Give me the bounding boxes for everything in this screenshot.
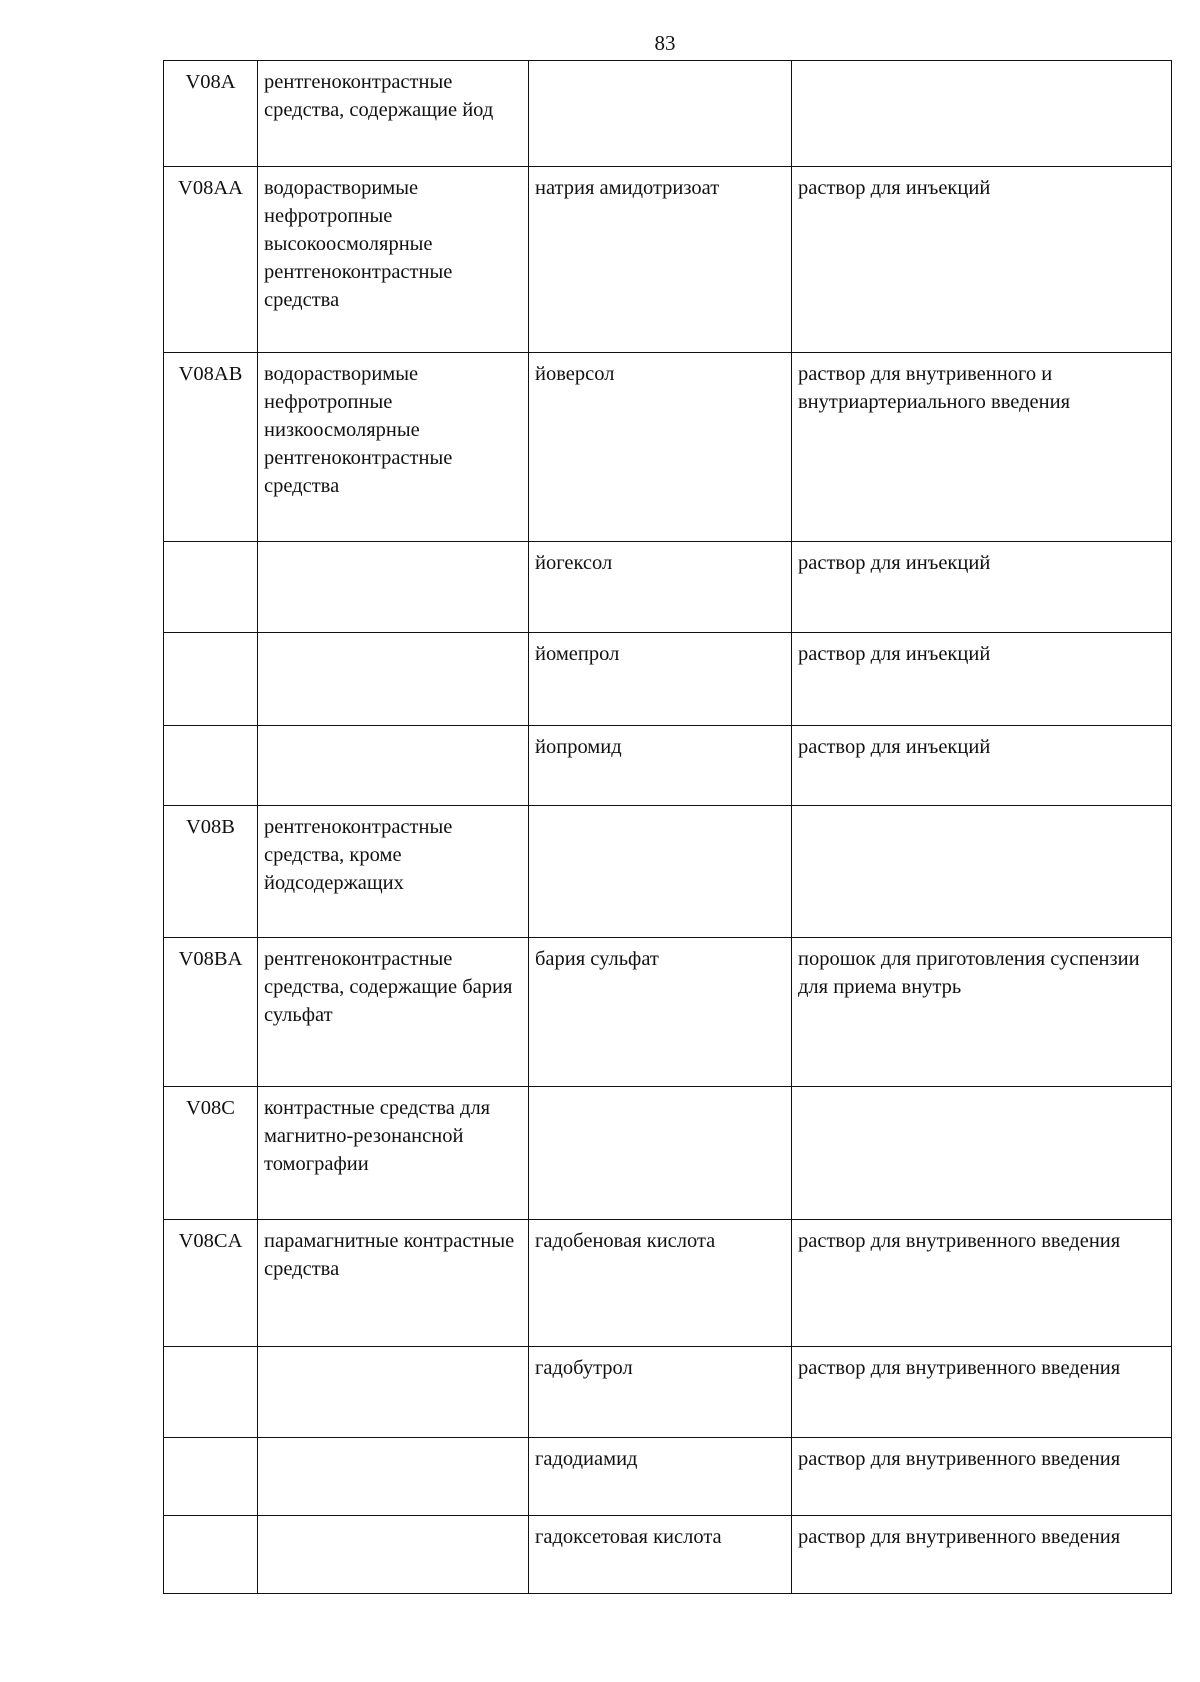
dosage-form [792,1087,1172,1220]
dosage-form: порошок для приготовления суспензии для приема внутрь [792,938,1172,1087]
medication-table [163,60,1172,1594]
dosage-form [792,61,1172,167]
atc-code [164,542,258,633]
atc-code: V08CA [164,1220,258,1347]
dosage-form: раствор для внутривенного введения [792,1347,1172,1438]
drug-name [529,61,792,167]
atc-code [164,633,258,726]
table-row [164,726,1172,806]
atc-code: V08BA [164,938,258,1087]
pharmacological-group: контрастные средства для магнитно-резонансной томографии [258,1087,529,1220]
dosage-form: раствор для инъекций [792,542,1172,633]
atc-code [164,1438,258,1516]
table-row [164,1516,1172,1594]
pharmacological-group [258,1347,529,1438]
dosage-form: раствор для инъекций [792,167,1172,353]
dosage-form: раствор для внутривенного и внутриартериального введения [792,353,1172,542]
dosage-form: раствор для внутривенного введения [792,1516,1172,1594]
page-number: 83 [654,31,676,55]
drug-name: йопромид [529,726,792,806]
table-row [164,542,1172,633]
pharmacological-group: водорастворимые нефротропные высокоосмолярные рентгеноконтрастные средства [258,167,529,353]
pharmacological-group: рентгеноконтрастные средства, кроме йодсодержащих [258,806,529,938]
atc-code: V08AA [164,167,258,353]
drug-name: гадобутрол [529,1347,792,1438]
dosage-form: раствор для инъекций [792,726,1172,806]
atc-code: V08A [164,61,258,167]
dosage-form: раствор для инъекций [792,633,1172,726]
table-row [164,1347,1172,1438]
drug-name: гадобеновая кислота [529,1220,792,1347]
pharmacological-group: рентгеноконтрастные средства, содержащие йод [258,61,529,167]
drug-name: йогексол [529,542,792,633]
table-row [164,167,1172,353]
table-row [164,1087,1172,1220]
atc-code [164,1347,258,1438]
drug-name: гадоксетовая кислота [529,1516,792,1594]
drug-name: бария сульфат [529,938,792,1087]
table-row [164,938,1172,1087]
atc-code: V08C [164,1087,258,1220]
dosage-form: раствор для внутривенного введения [792,1220,1172,1347]
pharmacological-group: водорастворимые нефротропные низкоосмолярные рентгеноконтрастные средства [258,353,529,542]
pharmacological-group [258,726,529,806]
drug-name: гадодиамид [529,1438,792,1516]
dosage-form [792,806,1172,938]
pharmacological-group: рентгеноконтрастные средства, содержащие бария сульфат [258,938,529,1087]
pharmacological-group [258,633,529,726]
drug-name: натрия амидотризоат [529,167,792,353]
atc-code [164,1516,258,1594]
pharmacological-group [258,1438,529,1516]
table-row [164,633,1172,726]
table-row [164,61,1172,167]
drug-name: йоверсол [529,353,792,542]
table-row [164,1220,1172,1347]
table-row [164,353,1172,542]
pharmacological-group: парамагнитные контрастные средства [258,1220,529,1347]
table-row [164,806,1172,938]
drug-name [529,806,792,938]
atc-code: V08AB [164,353,258,542]
drug-name [529,1087,792,1220]
pharmacological-group [258,1516,529,1594]
table-row [164,1438,1172,1516]
pharmacological-group [258,542,529,633]
dosage-form: раствор для внутривенного введения [792,1438,1172,1516]
drug-name: йомепрол [529,633,792,726]
atc-code: V08B [164,806,258,938]
atc-code [164,726,258,806]
